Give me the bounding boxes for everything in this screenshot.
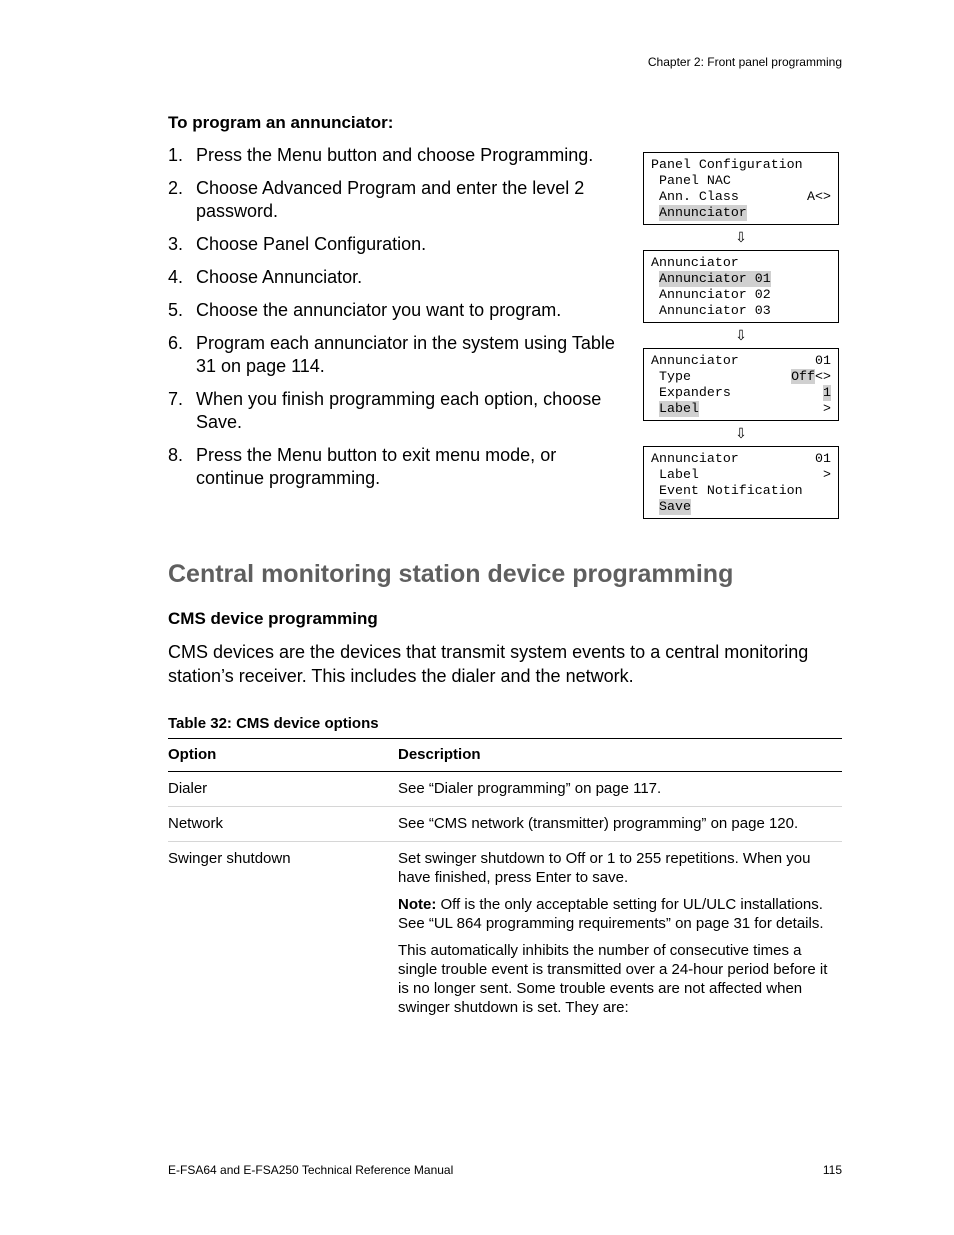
description-cell: See “Dialer programming” on page 117. <box>398 780 662 797</box>
step-number: 3. <box>168 234 184 254</box>
step-item <box>168 233 618 256</box>
lcd-text: Expanders <box>659 385 731 400</box>
lcd-value: > <box>823 467 831 482</box>
step-item <box>168 266 618 289</box>
down-arrow-icon: ⇩ <box>735 327 747 343</box>
step-text: Choose Advanced Program and enter the level 2 password. <box>196 178 585 221</box>
step-item <box>168 144 618 167</box>
lcd-sequence <box>643 152 839 519</box>
description-paragraph: This automatically inhibits the number of consecutive times a single trouble event is transmitted over a 24-hour period before it is no longer sent. Some trouble events are not affected when swinger shutdown is set. They are: <box>398 942 828 1016</box>
column-header-description: Description <box>398 746 481 763</box>
footer-manual-title: E-FSA64 and E-FSA250 Technical Reference Manual <box>168 1163 454 1177</box>
step-text: Choose Annunciator. <box>196 267 363 287</box>
lcd-selected-value: Off <box>791 369 816 384</box>
intro-paragraph: CMS devices are the devices that transmit system events to a central monitoring station’s receiver. This includes the dialer and the network. <box>168 642 809 686</box>
lcd-text: Ann. Class <box>659 189 739 204</box>
column-header-option: Option <box>168 746 217 763</box>
step-number: 7. <box>168 389 184 409</box>
description-note <box>398 895 842 933</box>
step-text: Program each annunciator in the system using Table 31 on page 114. <box>196 333 615 376</box>
procedure-steps <box>168 144 618 500</box>
step-item <box>168 177 618 223</box>
step-item <box>168 388 618 434</box>
step-text: Press the Menu button to exit menu mode, or continue programming. <box>196 445 557 488</box>
subsection-heading: CMS device programming <box>168 609 378 628</box>
note-text: Off is the only acceptable setting for UL/ULC installations. See “UL 864 programming requirements” on page 31 for details. <box>398 896 824 932</box>
step-item <box>168 332 618 378</box>
lcd-screen-annunciator-save <box>643 446 839 519</box>
lcd-text: Annunciator <box>651 255 739 270</box>
step-item <box>168 444 618 490</box>
down-arrow-icon: ⇩ <box>735 425 747 441</box>
cms-options-table <box>168 738 842 1025</box>
lcd-text: Annunciator 03 <box>659 303 771 318</box>
procedure-title: To program an annunciator: <box>168 113 394 132</box>
step-number: 1. <box>168 145 184 165</box>
down-arrow-icon: ⇩ <box>735 229 747 245</box>
lcd-text: Annunciator <box>651 353 739 368</box>
lcd-text: Annunciator <box>651 451 739 466</box>
lcd-screen-panel-configuration <box>643 152 839 225</box>
lcd-text: Type <box>659 369 691 384</box>
description-cell <box>398 842 842 1026</box>
step-item <box>168 299 618 322</box>
lcd-screen-annunciator-options <box>643 348 839 421</box>
step-number: 2. <box>168 178 184 198</box>
table-row <box>168 842 842 1026</box>
lcd-selected-value: 1 <box>823 385 831 400</box>
lcd-value: <> <box>815 369 831 384</box>
table-row <box>168 772 842 807</box>
step-text: Choose Panel Configuration. <box>196 234 427 254</box>
step-number: 8. <box>168 445 184 465</box>
step-text: When you finish programming each option, choose Save. <box>196 389 602 432</box>
lcd-text: Panel NAC <box>659 173 731 188</box>
lcd-value: > <box>823 401 831 416</box>
step-number: 5. <box>168 300 184 320</box>
lcd-text: Annunciator 02 <box>659 287 771 302</box>
section-heading: Central monitoring station device programming <box>168 560 734 588</box>
lcd-text: Panel Configuration <box>651 157 803 172</box>
lcd-value: 01 <box>815 451 831 466</box>
footer-page-number: 115 <box>822 1163 842 1177</box>
lcd-selected-item: Label <box>659 401 699 416</box>
option-cell: Dialer <box>168 780 208 797</box>
lcd-text: Event Notification <box>659 483 803 498</box>
table-row <box>168 807 842 842</box>
running-header: Chapter 2: Front panel programming <box>647 55 842 69</box>
step-number: 4. <box>168 267 184 287</box>
lcd-text: Label <box>659 467 699 482</box>
option-cell: Swinger shutdown <box>168 850 291 867</box>
step-text: Press the Menu button and choose Programming. <box>196 145 594 165</box>
step-number: 6. <box>168 333 184 353</box>
description-cell: See “CMS network (transmitter) programming” on page 120. <box>398 815 799 832</box>
lcd-value: 01 <box>815 353 831 368</box>
description-paragraph: Set swinger shutdown to Off or 1 to 255 repetitions. When you have finished, press Enter to save. <box>398 850 811 886</box>
lcd-selected-item: Annunciator 01 <box>659 271 771 286</box>
table-caption: Table 32: CMS device options <box>168 715 379 732</box>
lcd-screen-annunciator-list <box>643 250 839 323</box>
step-text: Choose the annunciator you want to program. <box>196 300 562 320</box>
option-cell: Network <box>168 815 224 832</box>
table-header-row <box>168 739 842 772</box>
lcd-selected-item: Save <box>659 499 691 514</box>
note-label: Note: <box>398 896 437 913</box>
lcd-selected-item: Annunciator <box>659 205 747 220</box>
lcd-value: A<> <box>807 189 831 204</box>
